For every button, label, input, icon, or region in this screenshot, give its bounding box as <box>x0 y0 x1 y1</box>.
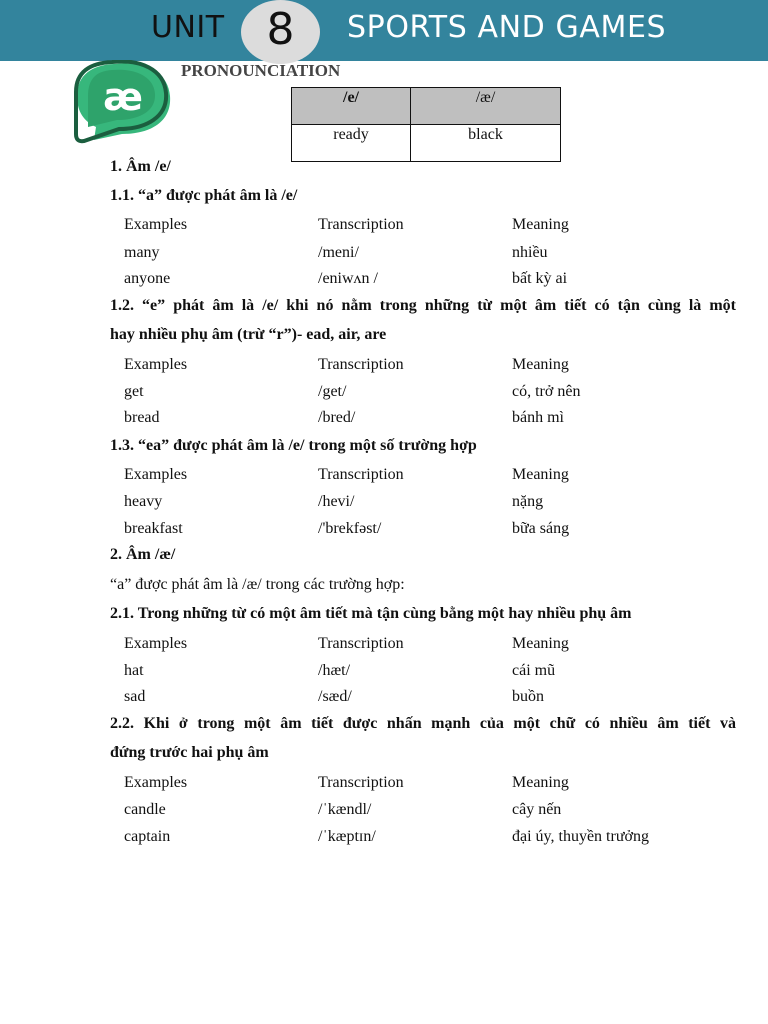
table-row <box>0 409 768 431</box>
table-header-row <box>0 216 768 238</box>
transcription: /'brekfəst/ <box>318 520 382 537</box>
column-header: Examples <box>124 466 188 483</box>
meaning: bánh mì <box>512 409 564 426</box>
transcription: /eniwʌn / <box>318 270 378 287</box>
meaning: đại úy, thuyền trưởng <box>512 828 649 845</box>
column-header: Examples <box>124 635 188 652</box>
part1-sub2-heading-line1: 1.2. “e” phát âm là /e/ khi nó nằm trong những từ một âm tiết có tận cùng là một <box>110 297 736 314</box>
meaning: cái mũ <box>512 662 556 679</box>
part1-sub1-heading: 1.1. “a” được phát âm là /e/ <box>110 187 298 204</box>
logo-glyph: æ <box>103 75 143 119</box>
column-header: Examples <box>124 216 188 233</box>
table-row <box>0 688 768 710</box>
meaning: bữa sáng <box>512 520 570 537</box>
meaning: có, trở nên <box>512 383 581 400</box>
column-header: Meaning <box>512 774 569 791</box>
column-header: Transcription <box>318 466 404 483</box>
part2-heading: 2. Âm /æ/ <box>110 546 176 563</box>
column-header: Meaning <box>512 466 569 483</box>
example-word: get <box>124 383 144 400</box>
table-header-row <box>0 356 768 378</box>
example-word: many <box>124 244 160 261</box>
ipa-sound-table <box>291 87 561 162</box>
meaning: bất kỳ ai <box>512 270 568 287</box>
part1-heading: 1. Âm /e/ <box>110 158 171 175</box>
transcription: /ˈkændl/ <box>318 801 372 818</box>
part2-sub2-heading-line2: đứng trước hai phụ âm <box>110 744 269 761</box>
ipa-header-e: /e/ <box>292 88 411 125</box>
transcription: /ˈkæptɪn/ <box>318 828 376 845</box>
table-row <box>0 244 768 266</box>
transcription: /meni/ <box>318 244 359 261</box>
column-header: Transcription <box>318 356 404 373</box>
column-header: Transcription <box>318 216 404 233</box>
example-word: bread <box>124 409 160 426</box>
column-header: Transcription <box>318 635 404 652</box>
table-header-row <box>0 635 768 657</box>
table-row <box>0 828 768 850</box>
table-header-row <box>0 466 768 488</box>
transcription: /bred/ <box>318 409 356 426</box>
meaning: nhiều <box>512 244 548 261</box>
part1-sub2-heading-line2: hay nhiều phụ âm (trừ “r”)- ead, air, are <box>110 326 387 343</box>
table-header-row <box>0 774 768 796</box>
table-row <box>0 270 768 292</box>
column-header: Examples <box>124 774 188 791</box>
part2-sub2-heading-line1: 2.2. Khi ở trong một âm tiết được nhấn mạnh của một chữ có nhiều âm tiết và <box>110 715 736 732</box>
example-word: sad <box>124 688 146 705</box>
column-header: Meaning <box>512 356 569 373</box>
column-header: Meaning <box>512 216 569 233</box>
unit-number: 8 <box>266 4 295 55</box>
column-header: Transcription <box>318 774 404 791</box>
part2-intro: “a” được phát âm là /æ/ trong các trường hợp: <box>110 576 405 593</box>
transcription: /sæd/ <box>318 688 352 705</box>
table-row <box>0 493 768 515</box>
speech-bubble-ae-icon <box>74 60 176 153</box>
unit-title: SPORTS AND GAMES <box>347 10 667 45</box>
meaning: cây nến <box>512 801 562 818</box>
table-row <box>0 383 768 405</box>
meaning: nặng <box>512 493 544 510</box>
column-header: Examples <box>124 356 188 373</box>
transcription: /hevi/ <box>318 493 355 510</box>
table-row <box>0 801 768 823</box>
table-row <box>0 520 768 542</box>
table-row <box>0 662 768 684</box>
section-title: PRONOUNCIATION <box>181 61 341 80</box>
example-word: anyone <box>124 270 171 287</box>
example-word: hat <box>124 662 144 679</box>
example-word: breakfast <box>124 520 183 537</box>
meaning: buồn <box>512 688 544 705</box>
part2-sub1-heading: 2.1. Trong những từ có một âm tiết mà tận cùng bằng một hay nhiều phụ âm <box>110 605 632 622</box>
column-header: Meaning <box>512 635 569 652</box>
part1-sub3-heading: 1.3. “ea” được phát âm là /e/ trong một số trường hợp <box>110 437 477 454</box>
example-word: heavy <box>124 493 163 510</box>
ipa-header-ae: /æ/ <box>411 88 561 125</box>
ipa-example-e: ready <box>292 125 411 162</box>
example-word: candle <box>124 801 166 818</box>
ipa-example-ae: black <box>411 125 561 162</box>
transcription: /get/ <box>318 383 347 400</box>
example-word: captain <box>124 828 171 845</box>
transcription: /hæt/ <box>318 662 351 679</box>
unit-label: UNIT <box>151 10 225 45</box>
